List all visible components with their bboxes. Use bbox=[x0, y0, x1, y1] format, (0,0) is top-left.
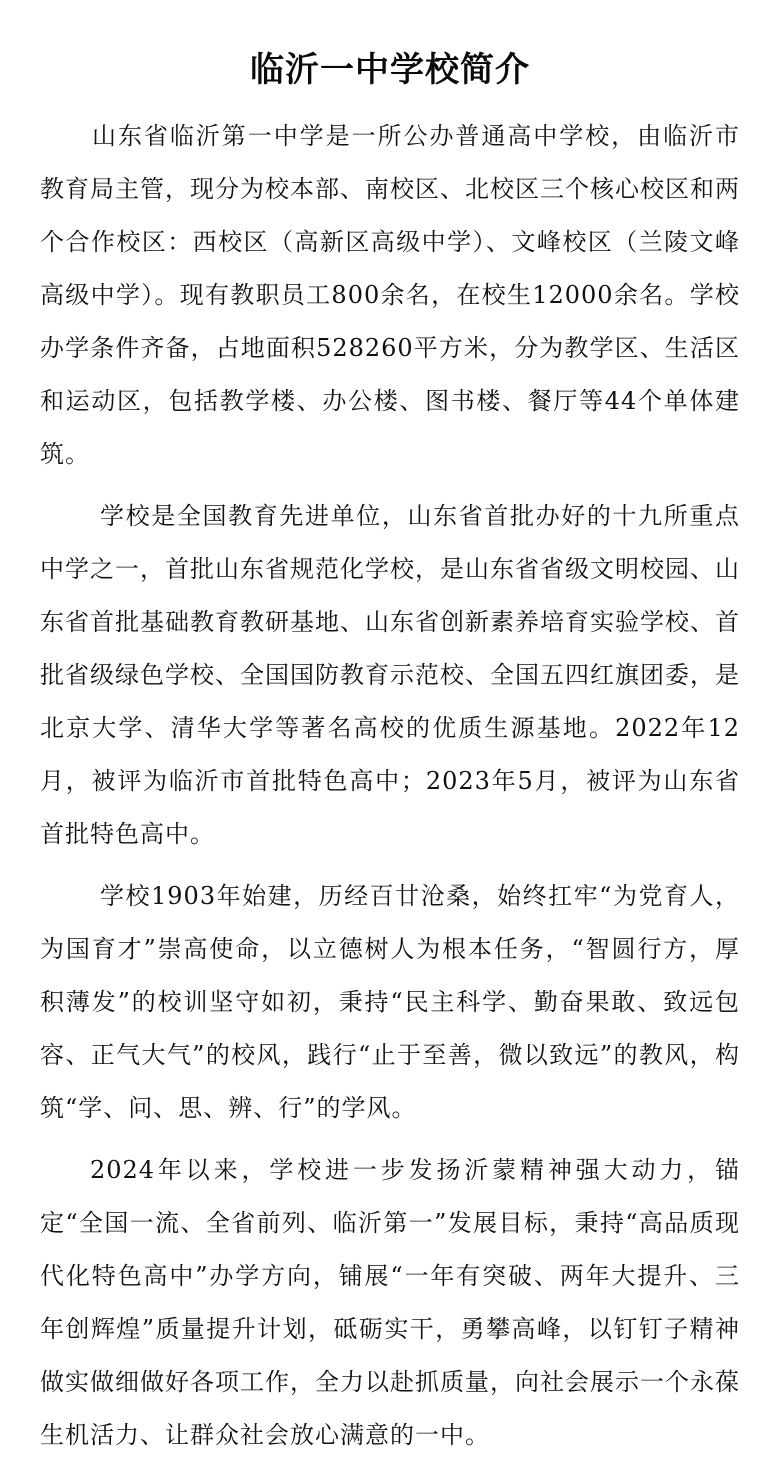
document-body bbox=[40, 110, 740, 1462]
paragraph-honors: 学校是全国教育先进单位，山东省首批办好的十九所重点中学之一，首批山东省规范化学校，是山东省省级文明校园、山东省首批基础教育教研基地、山东省创新素养培育实验学校、首批省级绿色学校、全国国防教育示范校、全国五四红旗团委，是北京大学、清华大学等著名高校的优质生源基地。2022年12月，被评为临沂市首批特色高中；2023年5月，被评为山东省首批特色高中。 bbox=[40, 502, 740, 848]
document-title: 临沂一中学校简介 bbox=[250, 50, 530, 90]
paragraph-development-goals: 2024年以来，学校进一步发扬沂蒙精神强大动力，锚定“全国一流、全省前列、临沂第一”发展目标，秉持“高品质现代化特色高中”办学方向，铺展“一年有突破、两年大提升、三年创辉煌”质量提升计划，砥砺实干，勇攀高峰，以钉钉子精神做实做细做好各项工作，全力以赴抓质量，向社会展示一个永葆生机活力、让群众社会放心满意的一中。 bbox=[40, 1156, 740, 1449]
paragraph-campus-overview: 山东省临沂第一中学是一所公办普通高中学校，由临沂市教育局主管，现分为校本部、南校区、北校区三个核心校区和两个合作校区：西校区（高新区高级中学）、文峰校区（兰陵文峰高级中学）。现有教职员工800余名，在校生12000余名。学校办学条件齐备，占地面积528260平方米，分为教学区、生活区和运动区，包括教学楼、办公楼、图书楼、餐厅等44个单体建筑。 bbox=[40, 122, 740, 468]
paragraph-history-motto: 学校1903年始建，历经百廿沧桑，始终扛牢“为党育人，为国育才”崇高使命，以立德树人为根本任务，“智圆行方，厚积薄发”的校训坚守如初，秉持“民主科学、勤奋果敢、致远包容、正气大气”的校风，践行“止于至善，微以致远”的教风，构筑“学、问、思、辨、行”的学风。 bbox=[40, 882, 740, 1122]
